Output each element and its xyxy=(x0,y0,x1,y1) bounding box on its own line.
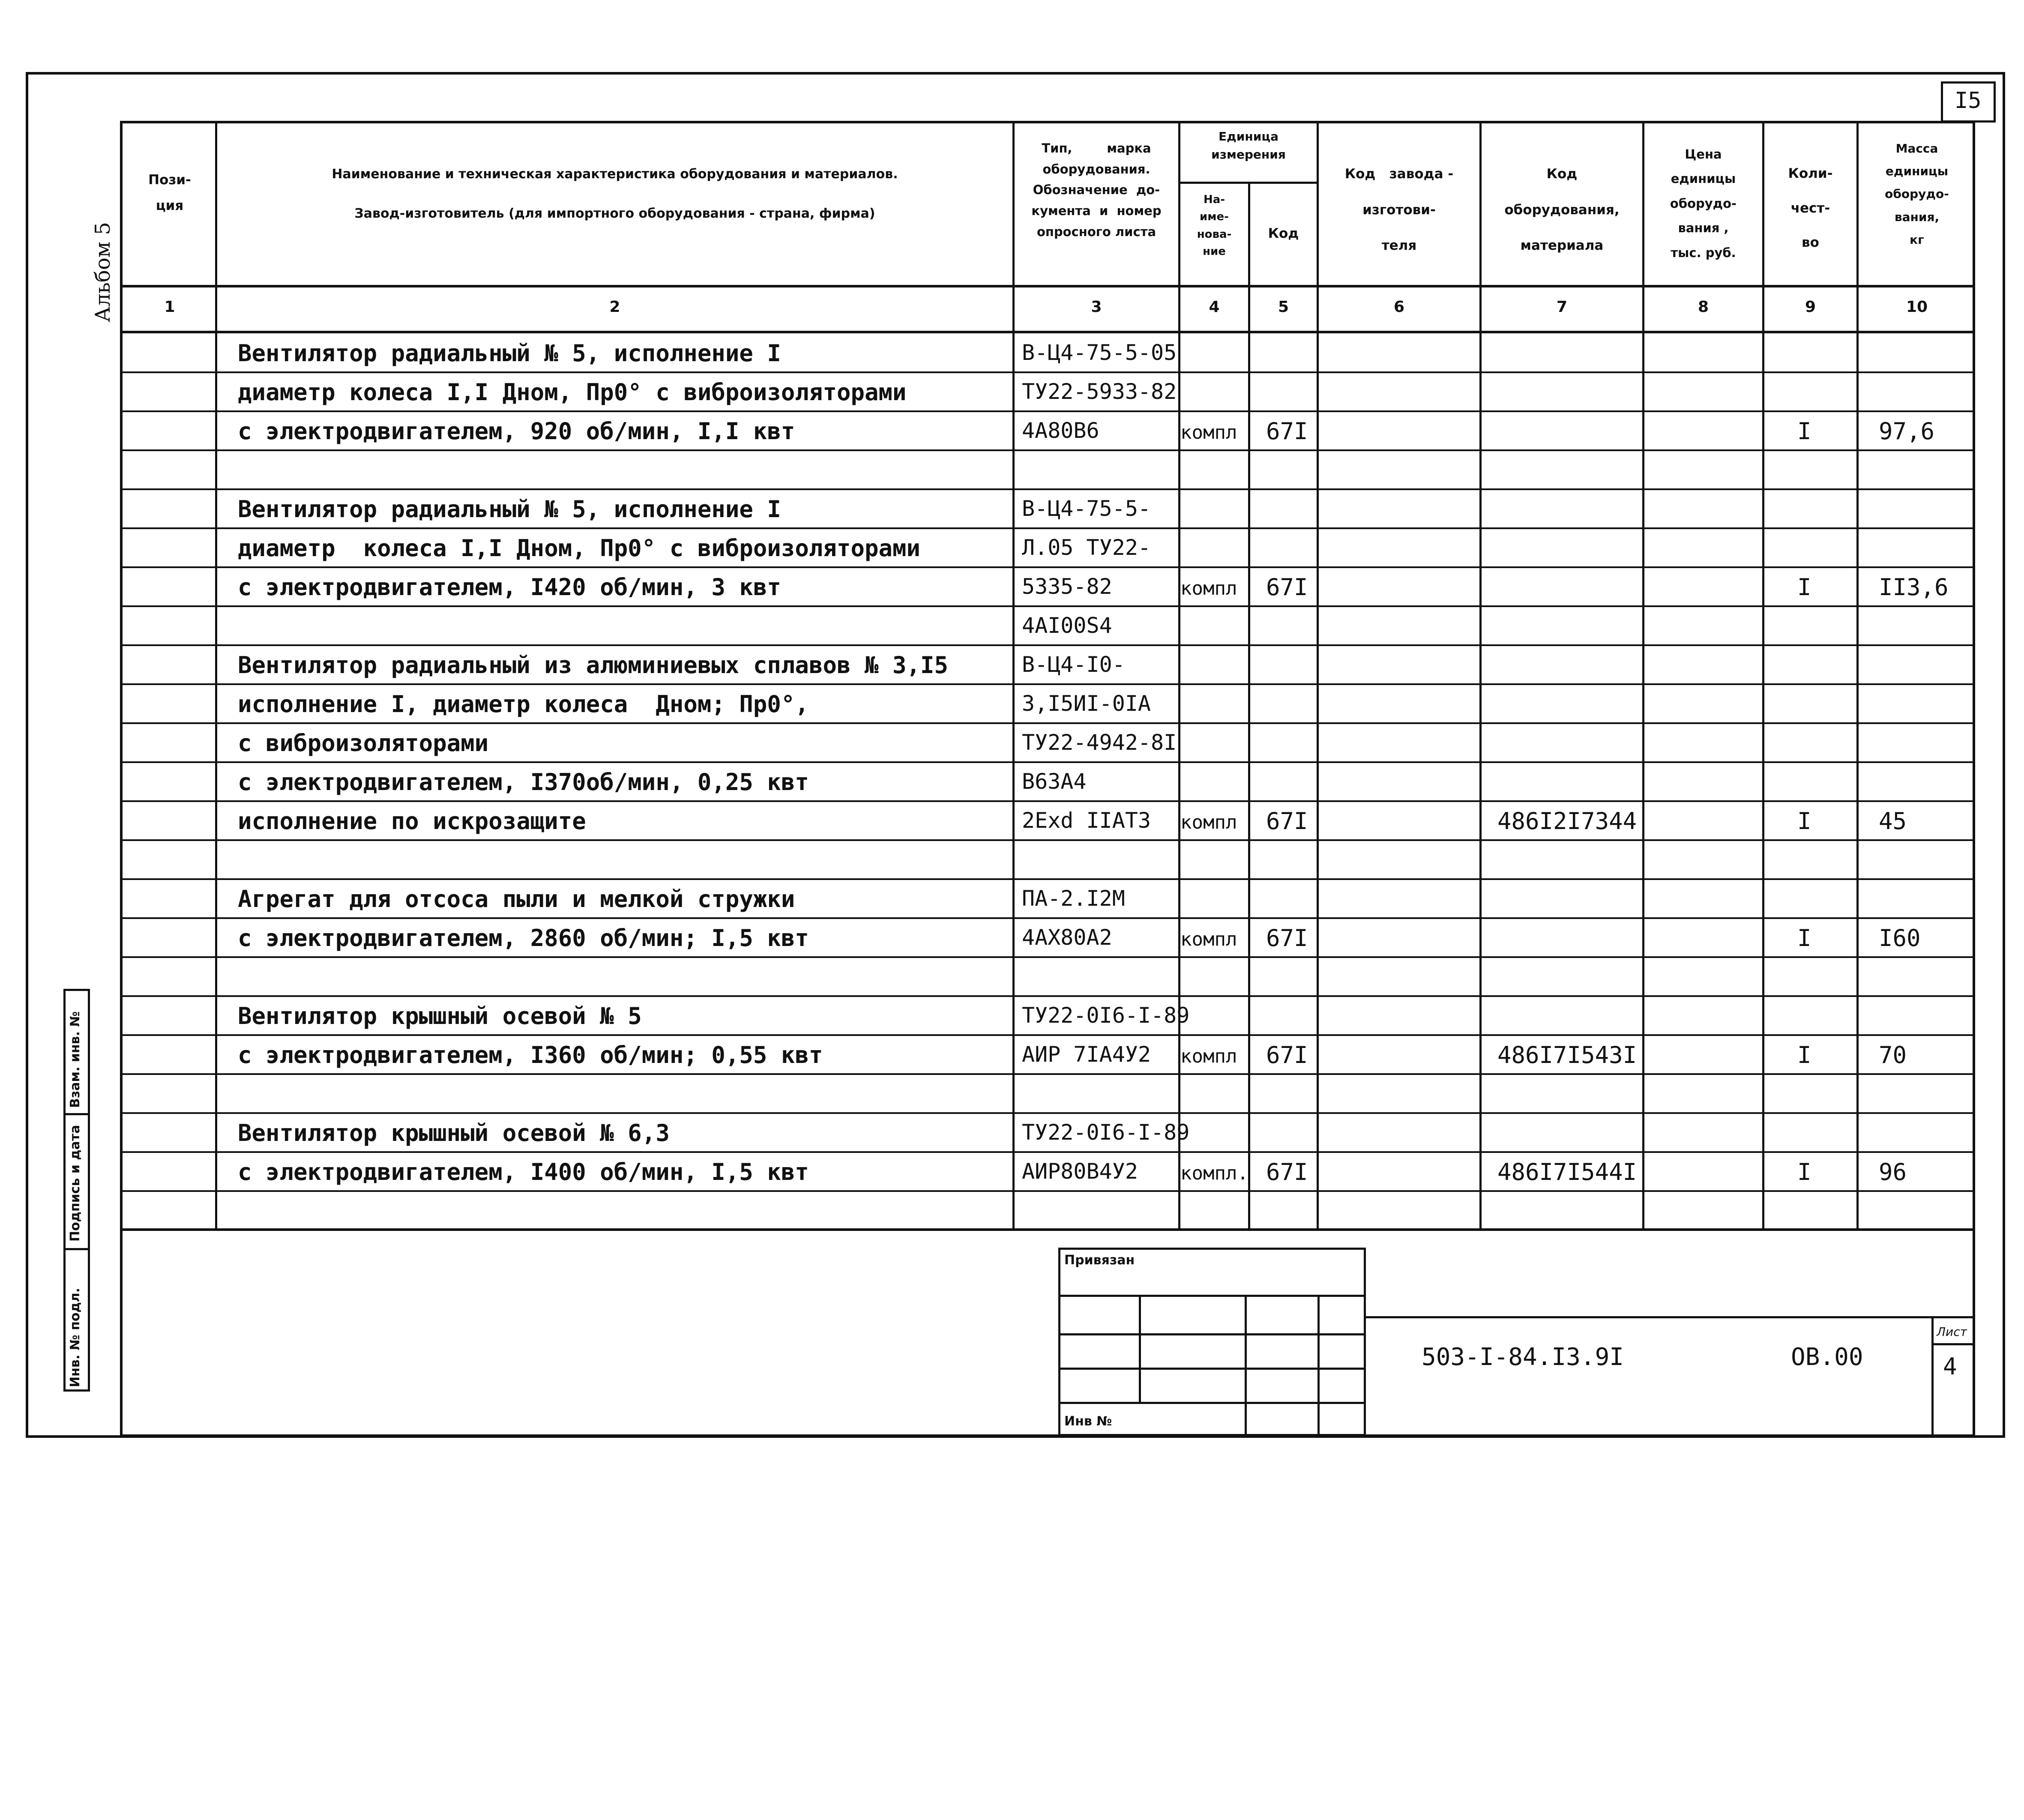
item-type: 4А80В6 xyxy=(1022,418,1099,443)
header-unit-name: На- име- нова- ние xyxy=(1197,193,1232,258)
item-name: с электродвигателем, 2860 об/мин; I,5 квт xyxy=(238,925,809,952)
sheet-corner-number: I5 xyxy=(1955,88,1982,114)
unit-name: компл. xyxy=(1180,1162,1249,1184)
row-divider xyxy=(122,917,1975,919)
unit-mass: 97,6 xyxy=(1879,418,1935,445)
side-fields xyxy=(63,989,119,1820)
item-type: АИР80В4У2 xyxy=(1022,1159,1138,1184)
item-type: 4АI00S4 xyxy=(1022,613,1112,638)
unit-name: компл xyxy=(1180,928,1237,950)
header-mfr-code: Код завода - изготови- теля xyxy=(1344,166,1454,254)
item-name: Вентилятор радиальный из алюминиевых сплавов № 3,I5 xyxy=(238,652,949,679)
unit-code: 67I xyxy=(1266,1042,1308,1069)
item-name: с электродвигателем, I400 об/мин, I,5 квт xyxy=(238,1158,809,1185)
row-divider xyxy=(122,956,1975,958)
list-number: 4 xyxy=(1943,1353,1957,1380)
item-name: Агрегат для отсоса пыли и мелкой стружки xyxy=(238,886,795,913)
item-type: 2Exd IIАТ3 xyxy=(1022,808,1151,833)
row-divider xyxy=(122,800,1975,802)
header-unit-group: Единица измерения xyxy=(1211,129,1286,162)
item-name: с электродвигателем, 920 об/мин, I,I квт xyxy=(238,418,795,445)
col-number: 7 xyxy=(1556,298,1568,316)
quantity: I xyxy=(1797,925,1811,952)
item-type: Л.05 ТУ22- xyxy=(1022,535,1151,560)
header-price: Цена единицы оборудо- вания , тыс. руб. xyxy=(1670,147,1737,260)
unit-name: компл xyxy=(1180,578,1237,599)
item-name: Вентилятор радиальный № 5, исполнение I xyxy=(238,496,781,523)
item-name: диаметр колеса I,I Дном, Пр0° с виброизоляторами xyxy=(238,379,907,406)
unit-mass: 96 xyxy=(1879,1158,1907,1185)
item-name: с электродвигателем, I420 об/мин, 3 квт xyxy=(238,574,781,601)
quantity: I xyxy=(1797,1042,1811,1069)
unit-mass: II3,6 xyxy=(1879,574,1949,601)
header-name-line2: Завод-изготовитель (для импортного оборудования - страна, фирма) xyxy=(354,206,875,221)
item-type: ТУ22-0I6-I-89 xyxy=(1022,1003,1190,1028)
header-type: Тип, марка оборудования. Обозначение до- кумента и номер опросного листа xyxy=(1031,141,1162,239)
item-name: исполнение I, диаметр колеса Дном; Пр0°, xyxy=(238,691,809,718)
item-type: В-Ц4-75-5-05 xyxy=(1022,340,1177,365)
unit-code: 67I xyxy=(1266,925,1308,952)
inv-podl-label: Инв. № подл. xyxy=(68,1287,83,1387)
unit-name: компл xyxy=(1180,1045,1237,1067)
document-mark: ОВ.00 xyxy=(1791,1343,1863,1371)
item-name: Вентилятор радиальный № 5, исполнение I xyxy=(238,340,781,367)
item-type: 4АХ80А2 xyxy=(1022,925,1112,950)
equipment-code: 486I2I7344 xyxy=(1497,808,1637,835)
item-type: ТУ22-5933-82 xyxy=(1022,379,1177,404)
col-number: 2 xyxy=(609,298,620,316)
unit-code: 67I xyxy=(1266,418,1308,445)
item-name: с электродвигателем, I360 об/мин; 0,55 квт xyxy=(238,1042,823,1069)
col-number: 10 xyxy=(1906,298,1928,316)
header-unit-code: Код xyxy=(1268,226,1299,241)
item-type: 3,I5ИI-0IА xyxy=(1022,691,1151,716)
unit-name: компл xyxy=(1180,811,1237,833)
quantity: I xyxy=(1797,1158,1811,1185)
row-divider xyxy=(122,1190,1975,1192)
podpis-data-label: Подпись и дата xyxy=(68,1125,83,1242)
row-divider xyxy=(122,1073,1975,1075)
row-divider xyxy=(122,839,1975,841)
row-divider xyxy=(122,1151,1975,1153)
item-type: 5335-82 xyxy=(1022,574,1112,599)
unit-mass: I60 xyxy=(1879,925,1921,952)
equipment-code: 486I7I544I xyxy=(1497,1158,1637,1185)
header-equip-code: Код оборудования, материала xyxy=(1504,166,1620,254)
album-label: Альбом 5 xyxy=(91,222,115,322)
unit-mass: 70 xyxy=(1879,1042,1907,1069)
item-type: ПА-2.I2М xyxy=(1022,886,1125,911)
document-code: 503-I-84.I3.9I xyxy=(1422,1343,1624,1371)
item-type: ТУ22-0I6-I-89 xyxy=(1022,1120,1190,1145)
unit-code: 67I xyxy=(1266,1158,1308,1185)
unit-mass: 45 xyxy=(1879,808,1907,835)
item-name: Вентилятор крышный осевой № 6,3 xyxy=(238,1120,670,1146)
header-mass: Масса единицы оборудо- вания, кг xyxy=(1885,141,1949,247)
header-name-line1: Наименование и техническая характеристика оборудования и материалов. xyxy=(332,167,898,182)
row-divider xyxy=(122,683,1975,685)
item-name: с электродвигателем, I370об/мин, 0,25 квт xyxy=(238,769,809,796)
item-type: В63А4 xyxy=(1022,769,1087,794)
item-name: Вентилятор крышный осевой № 5 xyxy=(238,1003,642,1030)
row-divider xyxy=(122,878,1975,880)
unit-name: компл xyxy=(1180,422,1237,443)
quantity: I xyxy=(1797,418,1811,445)
item-type: ТУ22-4942-8I xyxy=(1022,730,1177,755)
item-name: диаметр колеса I,I Дном, Пр0° с виброизоляторами xyxy=(238,535,921,562)
row-divider xyxy=(122,1034,1975,1036)
col-number: 1 xyxy=(164,298,175,316)
col-number: 8 xyxy=(1698,298,1709,316)
row-divider xyxy=(122,566,1975,568)
row-divider xyxy=(122,527,1975,529)
col-number: 3 xyxy=(1091,298,1102,316)
stamp-privyazan xyxy=(1058,1248,1366,1436)
header-position: Пози- ция xyxy=(148,172,191,214)
item-name: исполнение по искрозащите xyxy=(238,808,586,835)
item-type: В-Ц4-75-5- xyxy=(1022,496,1151,521)
row-divider xyxy=(122,722,1975,724)
item-type: АИР 7IА4У2 xyxy=(1022,1042,1151,1067)
quantity: I xyxy=(1797,808,1811,835)
col-number: 9 xyxy=(1805,298,1816,316)
item-type: В-Ц4-I0- xyxy=(1022,652,1125,677)
header-qty: Коли- чест- во xyxy=(1788,166,1833,251)
col-number: 5 xyxy=(1278,298,1289,316)
row-divider xyxy=(122,761,1975,763)
row-divider xyxy=(122,605,1975,607)
list-label: Лист xyxy=(1937,1325,1967,1339)
row-divider xyxy=(122,449,1975,451)
inv-no-label: Инв № xyxy=(1064,1414,1112,1429)
vzam-inv-label: Взам. инв. № xyxy=(68,1011,83,1108)
privyazan-label: Привязан xyxy=(1064,1253,1135,1268)
row-divider xyxy=(122,371,1975,373)
row-divider xyxy=(122,1112,1975,1114)
row-divider xyxy=(122,995,1975,997)
row-divider xyxy=(122,410,1975,412)
col-number: 6 xyxy=(1393,298,1405,316)
unit-code: 67I xyxy=(1266,808,1308,835)
row-divider xyxy=(122,488,1975,490)
equipment-code: 486I7I543I xyxy=(1497,1042,1637,1069)
item-name: с виброизоляторами xyxy=(238,730,489,757)
quantity: I xyxy=(1797,574,1811,601)
unit-code: 67I xyxy=(1266,574,1308,601)
row-divider xyxy=(122,644,1975,646)
col-number: 4 xyxy=(1209,298,1220,316)
